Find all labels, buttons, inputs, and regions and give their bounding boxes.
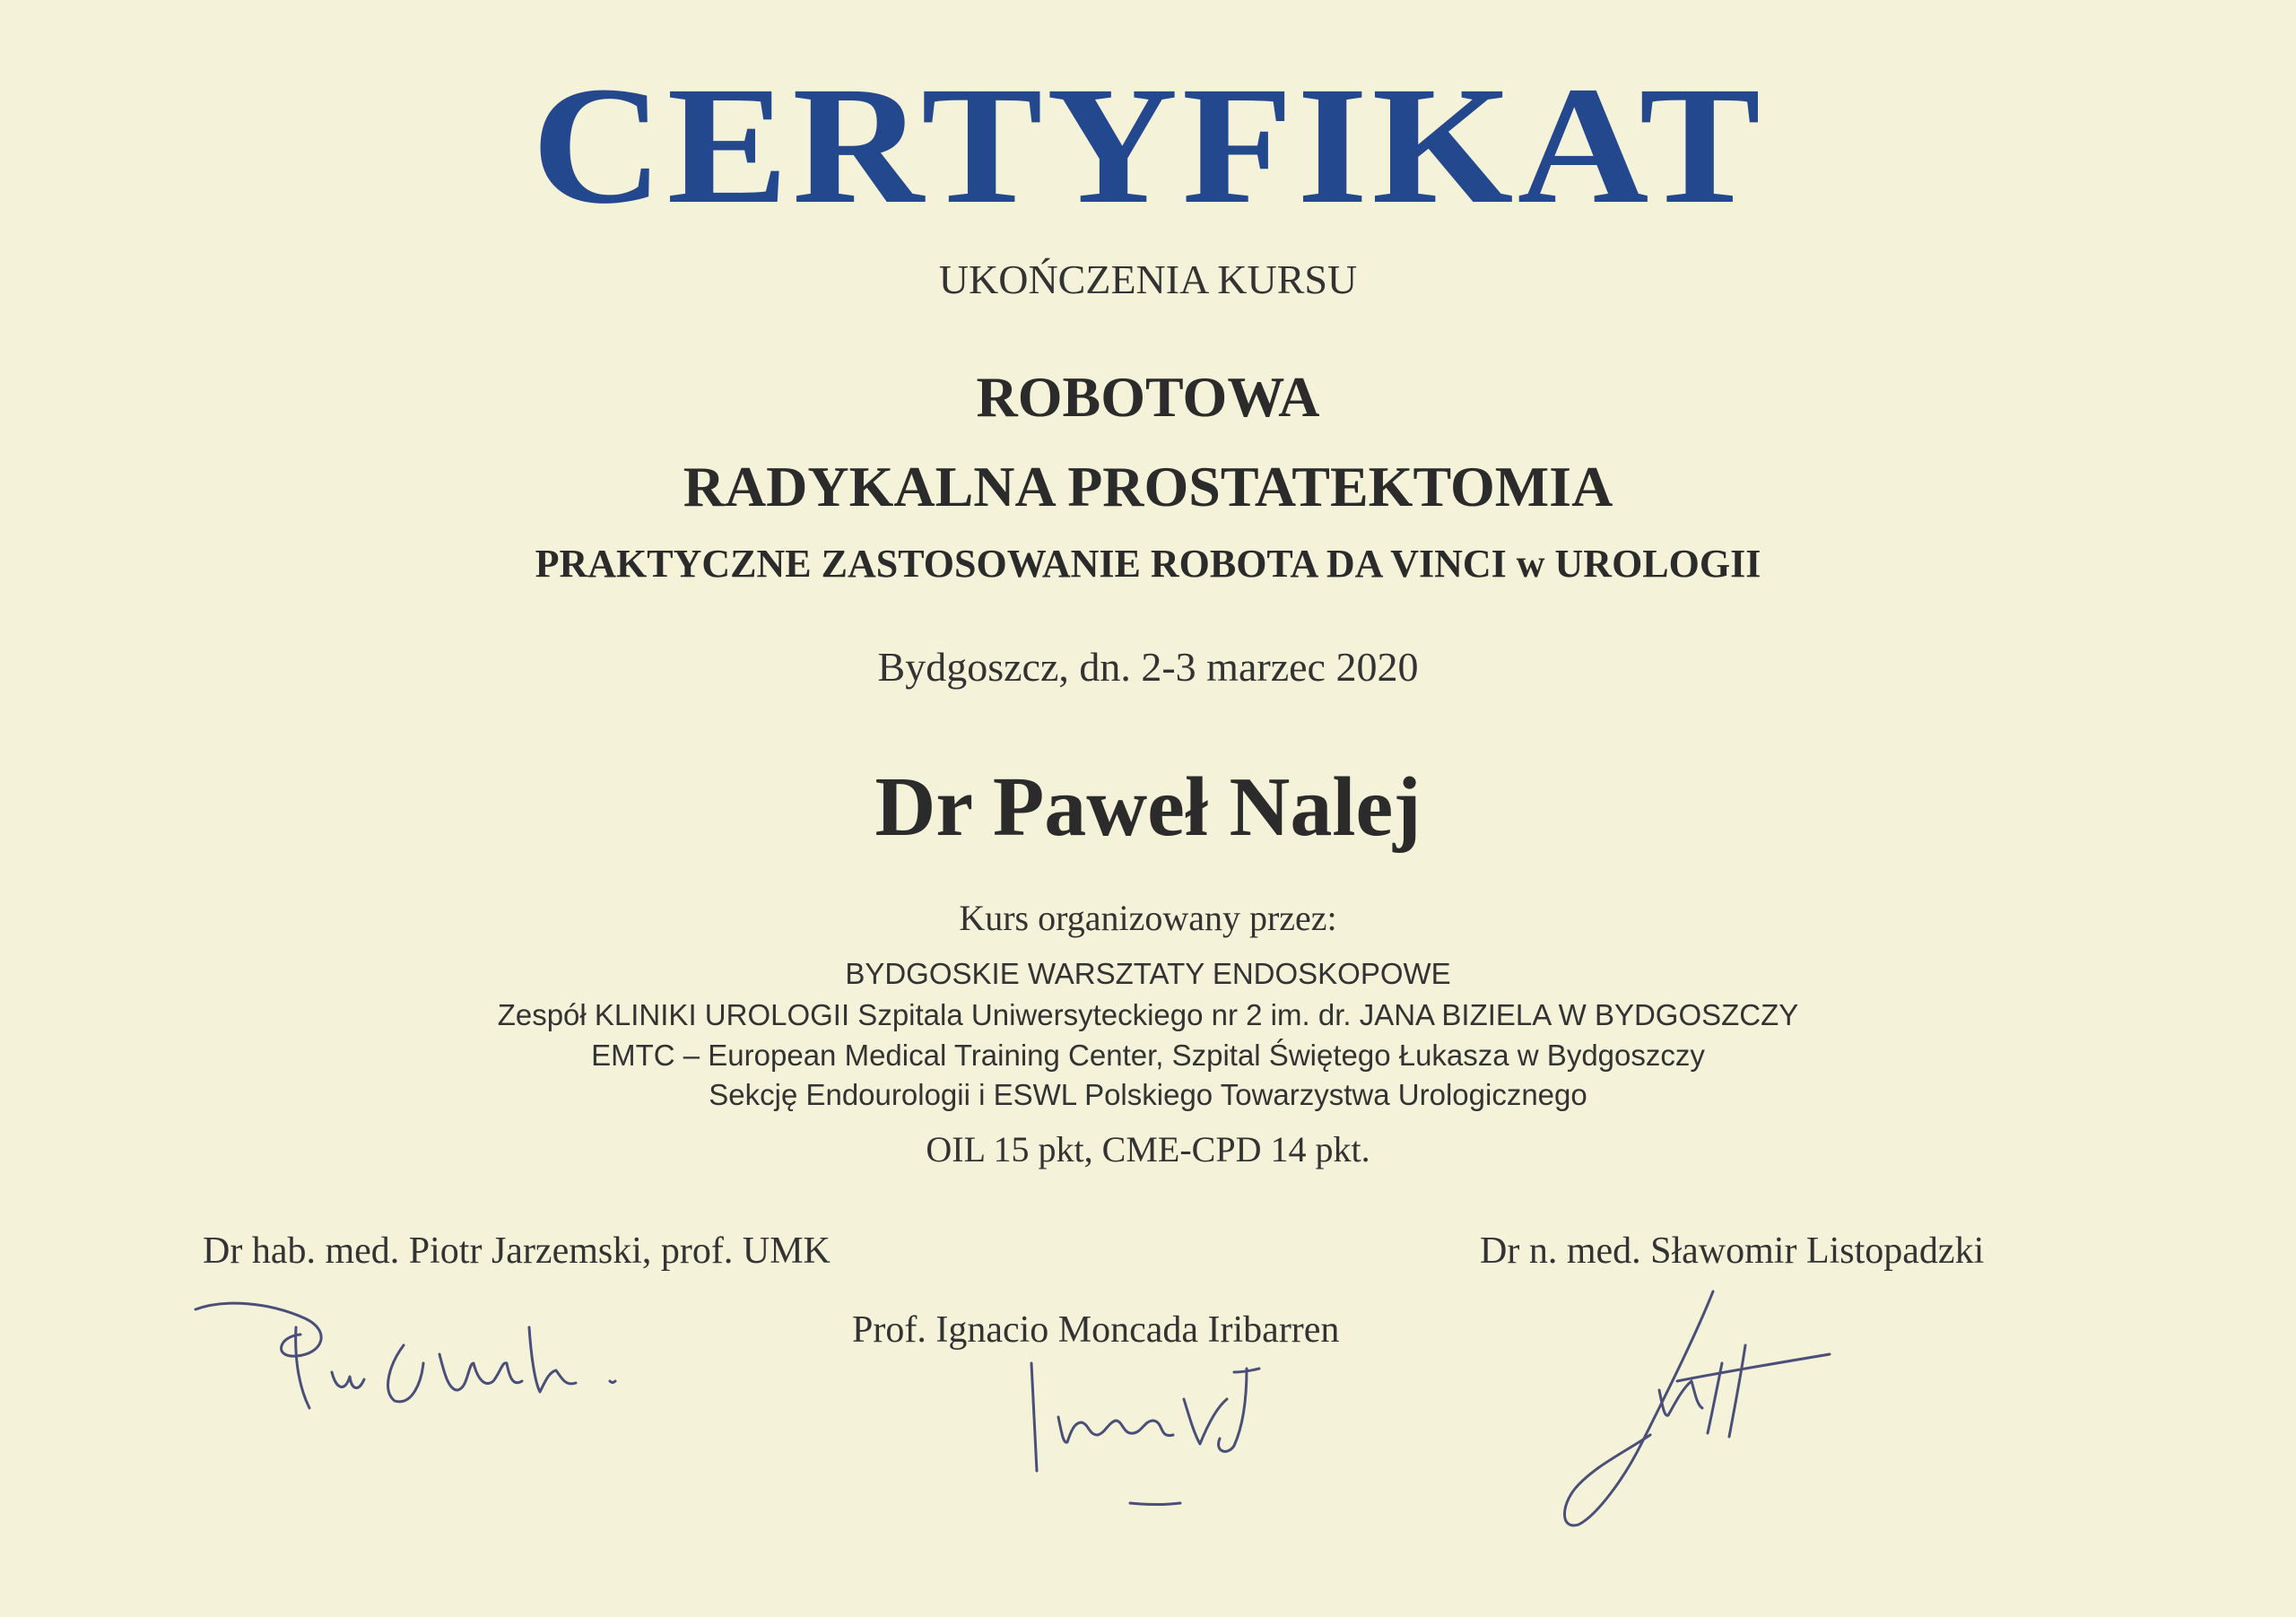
certificate-subtitle: UKOŃCZENIA KURSU [938,256,1358,302]
organizer-line: EMTC – European Medical Training Center, Szpital Świętego Łukasza w Bydgoszczy [591,1039,1705,1072]
organizer-line: Sekcję Endourologii i ESWL Polskiego Towarzystwa Urologicznego [709,1078,1587,1111]
signature-right [1525,1282,1866,1552]
signer-right-name: Dr n. med. Sławomir Listopadzki [1480,1230,1985,1272]
course-title-line-2: RADYKALNA PROSTATEKTOMIA [683,455,1613,518]
organizer-line: BYDGOSKIE WARSZTATY ENDOSKOPOWE [845,957,1451,990]
certificate-title: CERTYFIKAT [531,51,1765,239]
course-title-line-1: ROBOTOWA [976,365,1320,429]
signature-left [188,1291,691,1453]
signer-left-name: Dr hab. med. Piotr Jarzemski, prof. UMK [203,1230,831,1272]
recipient-name: Dr Paweł Nalej [874,761,1422,854]
credit-points: OIL 15 pkt, CME-CPD 14 pkt. [926,1129,1370,1169]
course-title-line-3: PRAKTYCZNE ZASTOSOWANIE ROBOTA DA VINCI w UROLOGII [535,542,1761,586]
signature-center [1022,1345,1363,1525]
signer-center-name: Prof. Ignacio Moncada Iribarren [852,1309,1340,1351]
organizer-line: Zespół KLINIKI UROLOGII Szpitala Uniwersyteckiego nr 2 im. dr. JANA BIZIELA W BYDGOSZCZY [497,998,1799,1031]
place-and-date: Bydgoszcz, dn. 2-3 marzec 2020 [877,644,1419,690]
organized-by-label: Kurs organizowany przez: [959,898,1337,938]
